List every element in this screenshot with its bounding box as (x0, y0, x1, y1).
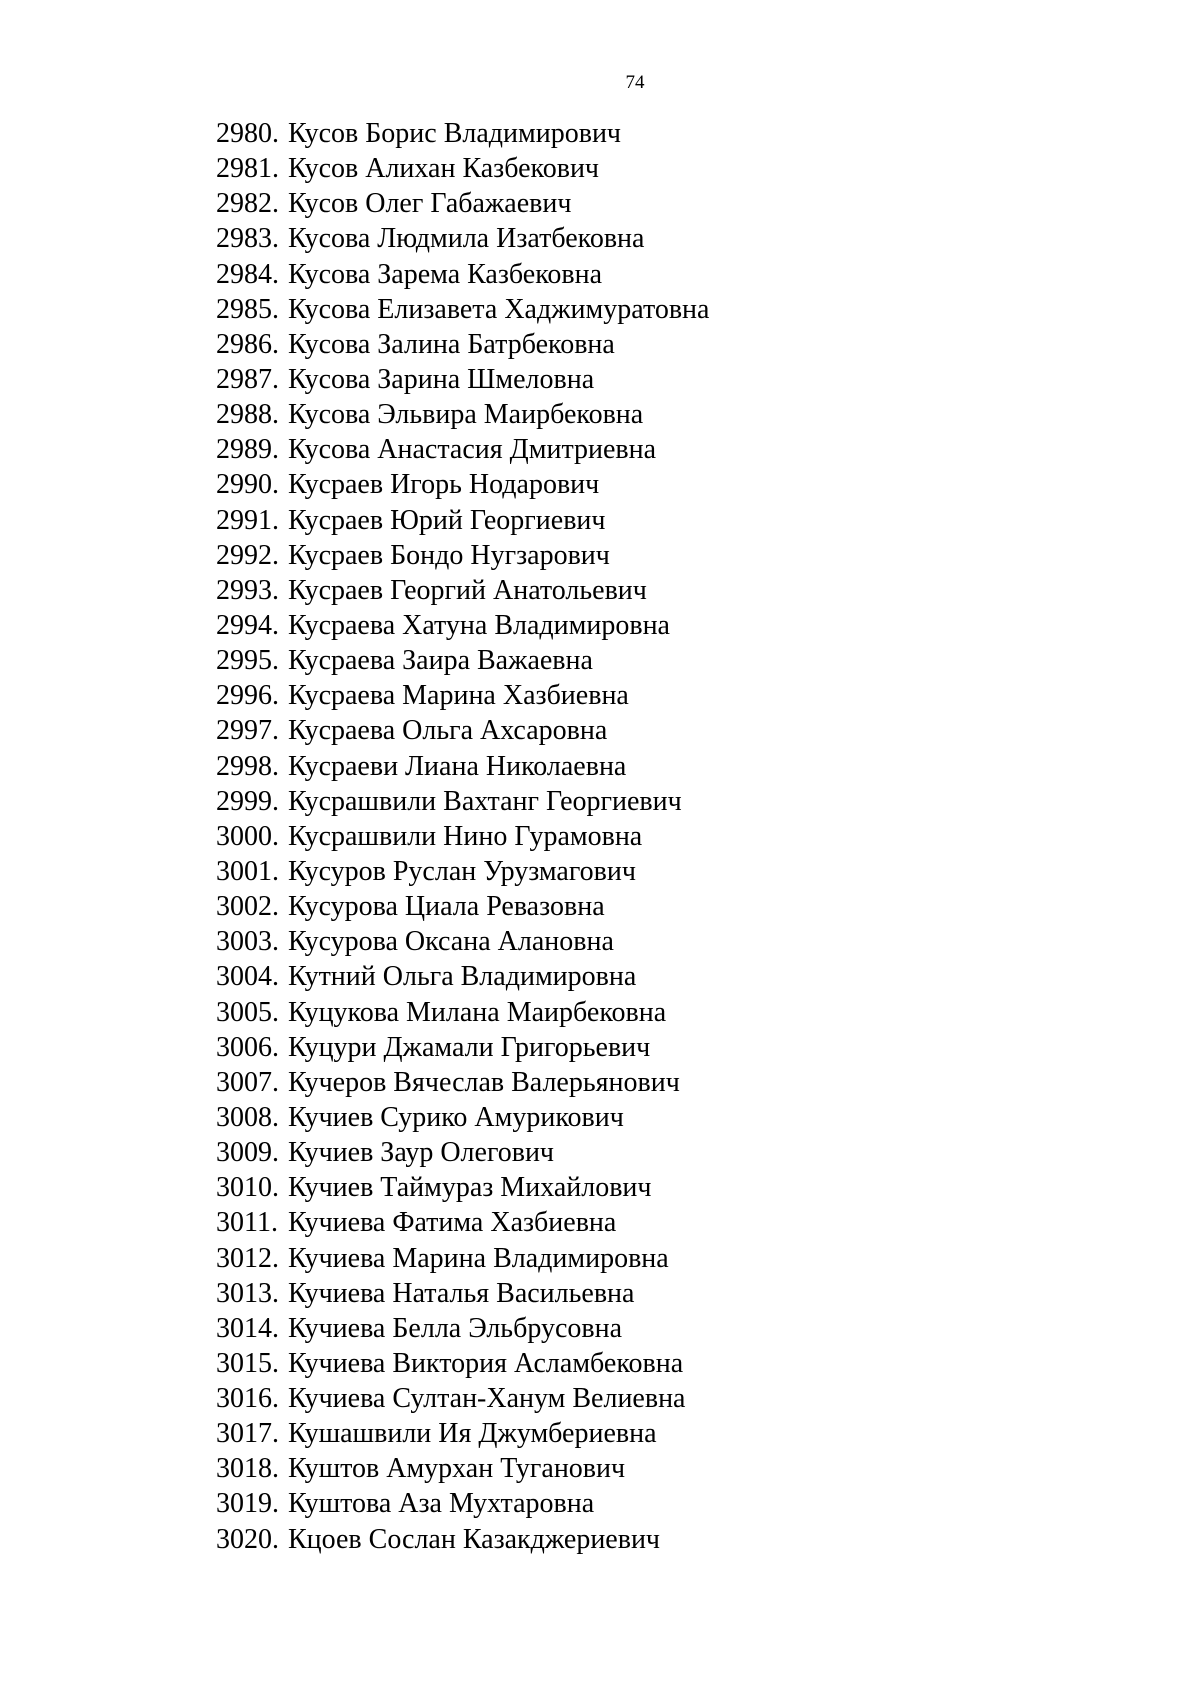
name-list (216, 116, 709, 1557)
list-item (216, 327, 709, 362)
item-number: 2984. (216, 258, 279, 290)
item-number: 2982. (216, 188, 279, 220)
item-name: Кутний Ольга Владимировна (288, 961, 637, 993)
item-name: Кусраев Георгий Анатольевич (288, 574, 647, 606)
list-item (216, 678, 709, 713)
list-item (216, 854, 709, 889)
item-number: 2983. (216, 223, 279, 255)
item-number: 3005. (216, 996, 279, 1028)
item-number: 3002. (216, 891, 279, 923)
item-name: Кучиева Наталья Васильевна (288, 1277, 635, 1309)
list-item (216, 924, 709, 959)
item-number: 2988. (216, 399, 279, 431)
list-item (216, 1205, 709, 1240)
list-item (216, 1065, 709, 1100)
list-item (216, 151, 709, 186)
list-item (216, 889, 709, 924)
list-item (216, 292, 709, 327)
list-item (216, 1100, 709, 1135)
item-name: Кусова Залина Батрбековна (288, 328, 615, 360)
item-number: 3006. (216, 1031, 279, 1063)
list-item (216, 432, 709, 467)
item-number: 2990. (216, 469, 279, 501)
item-number: 3018. (216, 1453, 279, 1485)
list-item (216, 221, 709, 256)
list-item (216, 573, 709, 608)
item-name: Куштова Аза Мухтаровна (288, 1488, 595, 1520)
item-number: 3011. (216, 1207, 278, 1239)
item-number: 2992. (216, 539, 279, 571)
list-item (216, 503, 709, 538)
list-item (216, 1381, 709, 1416)
item-number: 3003. (216, 926, 279, 958)
item-number: 3019. (216, 1488, 279, 1520)
list-item (216, 1030, 709, 1065)
item-number: 2993. (216, 574, 279, 606)
item-name: Кусов Борис Владимирович (288, 118, 622, 149)
item-number: 3004. (216, 961, 279, 993)
item-number: 2981. (216, 153, 279, 185)
item-number: 2997. (216, 715, 279, 747)
item-name: Кусрашвили Нино Гурамовна (288, 820, 643, 852)
item-name: Кусова Зарема Казбековна (288, 258, 603, 290)
item-name: Кусова Елизавета Хаджимуратовна (288, 293, 710, 325)
item-number: 2986. (216, 328, 279, 360)
item-number: 2987. (216, 363, 279, 395)
item-name: Кучиев Таймураз Михайлович (288, 1172, 652, 1204)
item-name: Кцоев Сослан Казакджериевич (288, 1523, 661, 1555)
item-number: 3012. (216, 1242, 279, 1274)
item-name: Кусраева Хатуна Владимировна (288, 609, 670, 641)
item-number: 2998. (216, 750, 279, 782)
item-number: 3015. (216, 1347, 279, 1379)
list-item (216, 1451, 709, 1486)
list-item (216, 1346, 709, 1381)
list-item (216, 257, 709, 292)
list-item (216, 1135, 709, 1170)
item-number: 3016. (216, 1383, 279, 1415)
item-name: Куцукова Милана Маирбековна (288, 996, 667, 1028)
item-name: Кусова Людмила Изатбековна (288, 223, 645, 255)
list-item (216, 995, 709, 1030)
list-item (216, 1241, 709, 1276)
list-item (216, 784, 709, 819)
item-name: Кусраева Марина Хазбиевна (288, 680, 629, 712)
item-name: Кучиев Заур Олегович (288, 1137, 555, 1169)
list-item (216, 1416, 709, 1451)
list-item (216, 397, 709, 432)
item-name: Кучиева Белла Эльбрусовна (288, 1312, 623, 1344)
item-name: Кусова Анастасия Дмитриевна (288, 434, 657, 466)
item-number: 2999. (216, 785, 279, 817)
item-number: 3009. (216, 1137, 279, 1169)
item-name: Кусова Эльвира Маирбековна (288, 399, 644, 431)
item-number: 3013. (216, 1277, 279, 1309)
list-item (216, 1170, 709, 1205)
item-number: 2995. (216, 645, 279, 677)
item-name: Кусраев Бондо Нугзарович (288, 539, 610, 571)
item-name: Куцури Джамали Григорьевич (288, 1031, 651, 1063)
list-item (216, 819, 709, 854)
item-number: 3020. (216, 1523, 279, 1555)
item-number: 2991. (216, 504, 279, 536)
item-name: Кусуров Руслан Урузмагович (288, 855, 636, 887)
page-number: 74 (625, 72, 645, 93)
item-number: 3010. (216, 1172, 279, 1204)
list-item (216, 959, 709, 994)
item-name: Кучиева Султан-Ханум Велиевна (288, 1383, 686, 1415)
item-name: Кучеров Вячеслав Валерьянович (288, 1066, 680, 1098)
list-item (216, 538, 709, 573)
item-name: Кусраеви Лиана Николаевна (288, 750, 627, 782)
item-number: 3000. (216, 820, 279, 852)
item-number: 3008. (216, 1101, 279, 1133)
item-name: Кусраев Юрий Георгиевич (288, 504, 606, 536)
list-item (216, 1486, 709, 1521)
list-item (216, 749, 709, 784)
item-name: Кусраева Ольга Ахсаровна (288, 715, 608, 747)
item-name: Кусраева Заира Важаевна (288, 645, 593, 677)
item-name: Кучиева Виктория Асламбековна (288, 1347, 684, 1379)
item-name: Кучиева Марина Владимировна (288, 1242, 669, 1274)
list-item (216, 643, 709, 678)
list-item (216, 1522, 709, 1557)
item-name: Кусраев Игорь Нодарович (288, 469, 600, 501)
item-number: 3007. (216, 1066, 279, 1098)
item-name: Куштов Амурхан Туганович (288, 1453, 626, 1485)
item-number: 3017. (216, 1418, 279, 1450)
item-number: 2980. (216, 118, 279, 149)
item-name: Кусов Алихан Казбекович (288, 153, 600, 185)
item-number: 2996. (216, 680, 279, 712)
list-item (216, 1276, 709, 1311)
list-item (216, 362, 709, 397)
list-item (216, 1311, 709, 1346)
list-item (216, 467, 709, 502)
item-number: 3014. (216, 1312, 279, 1344)
list-item (216, 608, 709, 643)
item-name: Кусрашвили Вахтанг Георгиевич (288, 785, 682, 817)
item-number: 2989. (216, 434, 279, 466)
item-name: Кусов Олег Габажаевич (288, 188, 572, 220)
list-item (216, 186, 709, 221)
item-number: 3001. (216, 855, 279, 887)
list-item (216, 713, 709, 748)
list-item (216, 116, 709, 151)
item-name: Кусурова Оксана Алановна (288, 926, 614, 958)
item-name: Кушашвили Ия Джумбериевна (288, 1418, 657, 1450)
item-name: Кучиев Сурико Амурикович (288, 1101, 624, 1133)
item-name: Кучиева Фатима Хазбиевна (288, 1207, 617, 1239)
item-name: Кусова Зарина Шмеловна (288, 363, 595, 395)
item-name: Кусурова Циала Ревазовна (288, 891, 605, 923)
item-number: 2994. (216, 609, 279, 641)
item-number: 2985. (216, 293, 279, 325)
